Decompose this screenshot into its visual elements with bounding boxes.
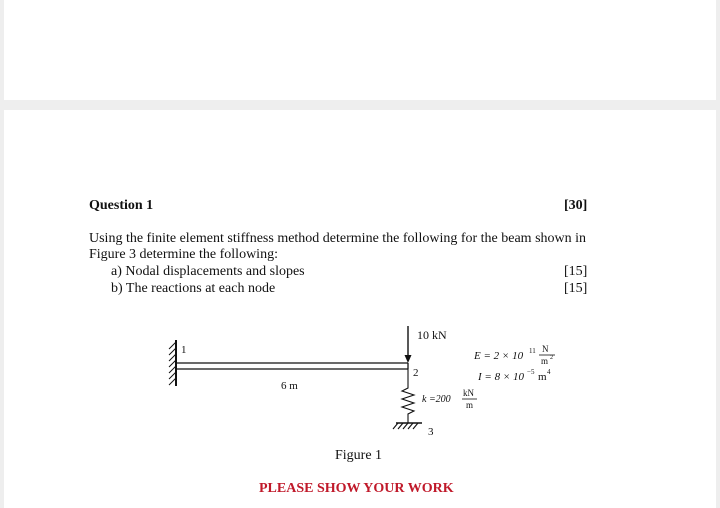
span-label: 6 m	[281, 380, 298, 392]
svg-text:4: 4	[547, 368, 551, 376]
inertia-label	[477, 368, 551, 383]
fixed-support	[169, 340, 176, 386]
upper-blank-panel	[4, 0, 716, 100]
question-title: Question 1	[89, 198, 154, 213]
svg-text:−5: −5	[527, 368, 535, 376]
modulus-label	[473, 344, 555, 366]
svg-text:N: N	[542, 344, 549, 354]
show-work-instruction: PLEASE SHOW YOUR WORK	[259, 481, 454, 496]
sub-question-a-marks: [15]	[564, 264, 588, 279]
svg-text:2: 2	[550, 355, 553, 361]
instruction-line-2: Figure 3 determine the following:	[89, 247, 278, 262]
figure-caption: Figure 1	[335, 448, 383, 463]
beam	[176, 363, 408, 369]
sub-question-b-marks: [15]	[564, 281, 588, 296]
svg-text:k =200: k =200	[422, 394, 451, 405]
question-card	[4, 110, 716, 508]
svg-text:I = 8 × 10: I = 8 × 10	[478, 371, 525, 383]
node-3-label: 3	[428, 426, 434, 438]
svg-text:m: m	[466, 400, 474, 410]
instruction-line-1: Using the finite element stiffness method determine the following for the beam shown in	[89, 231, 587, 246]
svg-text:kN: kN	[463, 388, 474, 398]
load-label: 10 kN	[417, 328, 447, 342]
svg-text:11: 11	[529, 347, 536, 355]
spring-stiffness-label	[422, 388, 477, 410]
sub-question-a: a) Nodal displacements and slopes	[111, 264, 305, 279]
svg-text:m: m	[541, 356, 549, 366]
point-load-arrow	[405, 326, 412, 363]
svg-text:m: m	[538, 371, 547, 383]
sub-question-b: b) The reactions at each node	[111, 281, 276, 296]
node-1-label: 1	[181, 344, 187, 356]
svg-text:E = 2 × 10: E = 2 × 10	[474, 350, 524, 362]
node-2-label: 2	[413, 367, 419, 379]
question-total-marks: [30]	[564, 198, 588, 213]
